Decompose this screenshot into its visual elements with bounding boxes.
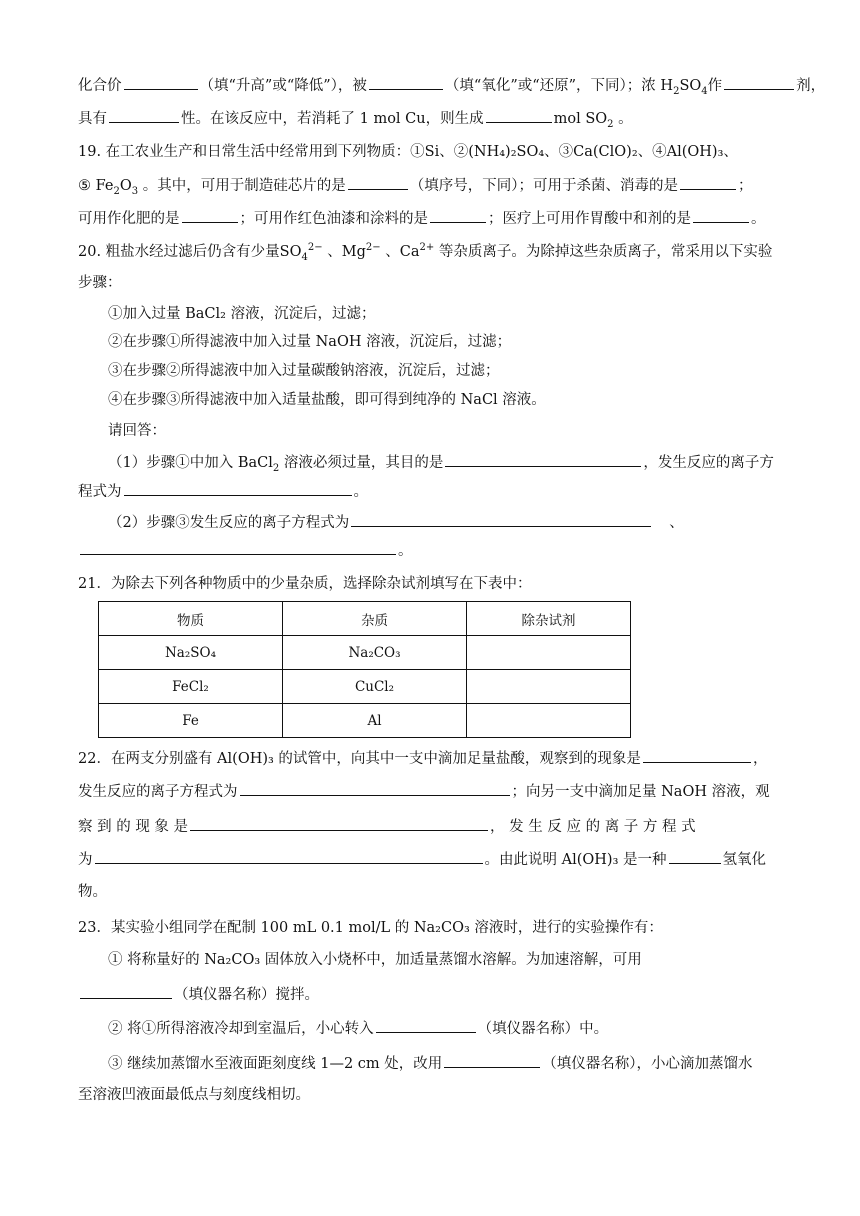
table-row <box>99 670 631 704</box>
answer-cell[interactable] <box>467 636 631 670</box>
q22-line-2: 发生反应的离子方程式为 ；向另一支中滴加足量 NaOH 溶液，观 <box>78 781 783 802</box>
answer-blank[interactable] <box>445 452 641 467</box>
answer-blank[interactable] <box>190 816 488 831</box>
q21-stem: 21．为除去下列各种物质中的少量杂质，选择除杂试剂填写在下表中： <box>78 576 532 592</box>
answer-blank[interactable] <box>80 984 172 999</box>
table-cell: Al <box>283 704 467 738</box>
answer-cell[interactable] <box>467 704 631 738</box>
q18-line-1: 化合价 （填“升高”或“降低”），被 （填“氧化”或“还原”，下同）；浓 $H_2SO_4$作 剂， <box>78 75 783 96</box>
answer-blank[interactable] <box>182 208 238 223</box>
table-cell: Fe <box>99 704 283 738</box>
q20-step-4: ④在步骤③所得滤液中加入适量盐酸，即可得到纯净的 NaCl 溶液。 <box>108 392 546 408</box>
answer-blank[interactable] <box>80 540 396 555</box>
answer-blank[interactable] <box>486 108 552 123</box>
q20-sub-1: （1）步骤①中加入 BaCl$_2$ 溶液必须过量，其目的是 ，发生反应的离子方 <box>108 452 783 473</box>
q22-line-4: 为 。由此说明 Al(OH)₃ 是一种 氢氧化 <box>78 849 783 870</box>
q18-line-2: 具有 性。在该反应中，若消耗了 1 mol Cu，则生成 mol $SO_2$ 。 <box>78 108 783 129</box>
table-cell: Na₂CO₃ <box>283 636 467 670</box>
answer-blank[interactable] <box>240 781 510 796</box>
table-header: 除杂试剂 <box>467 602 631 636</box>
q19-line-3: 可用作化肥的是 ；可用作红色油漆和涂料的是 ；医疗上可用作胃酸中和剂的是 。 <box>78 208 783 229</box>
answer-blank[interactable] <box>430 208 486 223</box>
q20-sub-1-cont: 程式为 。 <box>78 481 783 502</box>
q20-ask: 请回答： <box>108 423 166 439</box>
answer-blank[interactable] <box>669 849 721 864</box>
q23-step-3-cont: 至溶液凹液面最低点与刻度线相切。 <box>78 1087 310 1103</box>
answer-blank[interactable] <box>643 748 751 763</box>
answer-blank[interactable] <box>680 175 736 190</box>
answer-blank[interactable] <box>693 208 749 223</box>
q19-line-1: 19. 在工农业生产和日常生活中经常用到下列物质：①Si、②(NH₄)₂SO₄、③Ca(ClO)₂、④Al(OH)₃、 <box>78 144 738 160</box>
answer-blank[interactable] <box>124 75 198 90</box>
q20-line-2: 步骤： <box>78 275 122 291</box>
q22-line-5: 物。 <box>78 884 107 900</box>
q20-step-1: ①加入过量 BaCl₂ 溶液，沉淀后，过滤； <box>108 306 376 322</box>
table-cell: FeCl₂ <box>99 670 283 704</box>
answer-blank[interactable] <box>348 175 408 190</box>
q22-line-3: 察 到 的 现 象 是 ， 发 生 反 应 的 离 子 方 程 式 <box>78 816 783 837</box>
q20-sub-2: （2）步骤③发生反应的离子方程式为 、 <box>108 512 783 533</box>
q20-line-1: 20. 粗盐水经过滤后仍含有少量$SO_4^{2-}$ 、$Mg^{2-}$ 、$Ca^{2+}$ 等杂质离子。为除掉这些杂质离子，常采用以下实验 <box>78 242 773 263</box>
q23-stem: 23．某实验小组同学在配制 100 mL 0.1 mol/L 的 Na₂CO₃ 溶液时，进行的实验操作有： <box>78 920 663 936</box>
q20-sub-2-cont: 。 <box>78 540 783 561</box>
table-cell: Na₂SO₄ <box>99 636 283 670</box>
q23-step-2: ② 将①所得溶液冷却到室温后，小心转入 （填仪器名称）中。 <box>108 1018 813 1039</box>
table-row <box>99 636 631 670</box>
reagent-table <box>98 601 631 738</box>
answer-blank[interactable] <box>724 75 794 90</box>
q22-line-1: 22．在两支分别盛有 Al(OH)₃ 的试管中，向其中一支中滴加足量盐酸，观察到的现象是 ， <box>78 748 783 769</box>
answer-blank[interactable] <box>109 108 179 123</box>
q19-line-2: ⑤ $Fe_2O_3$ 。其中，可用于制造硅芯片的是 （填序号，下同）；可用于杀菌、消毒的是 ； <box>78 175 783 196</box>
q23-step-3: ③ 继续加蒸馏水至液面距刻度线 1—2 cm 处，改用 （填仪器名称），小心滴加蒸馏水 <box>108 1053 813 1074</box>
q20-step-2: ②在步骤①所得滤液中加入过量 NaOH 溶液，沉淀后，过滤； <box>108 334 512 350</box>
answer-cell[interactable] <box>467 670 631 704</box>
answer-blank[interactable] <box>351 512 651 527</box>
q23-step-1-cont: （填仪器名称）搅拌。 <box>78 984 783 1005</box>
answer-blank[interactable] <box>95 849 483 864</box>
table-header: 杂质 <box>283 602 467 636</box>
table-cell: CuCl₂ <box>283 670 467 704</box>
q20-step-3: ③在步骤②所得滤液中加入过量碳酸钠溶液，沉淀后，过滤； <box>108 363 500 379</box>
answer-blank[interactable] <box>124 481 352 496</box>
answer-blank[interactable] <box>444 1053 540 1068</box>
answer-blank[interactable] <box>376 1018 476 1033</box>
q23-step-1: ① 将称量好的 Na₂CO₃ 固体放入小烧杯中，加适量蒸馏水溶解。为加速溶解，可用 <box>108 952 642 968</box>
answer-blank[interactable] <box>369 75 443 90</box>
table-header-row <box>99 602 631 636</box>
table-header: 物质 <box>99 602 283 636</box>
table-row <box>99 704 631 738</box>
